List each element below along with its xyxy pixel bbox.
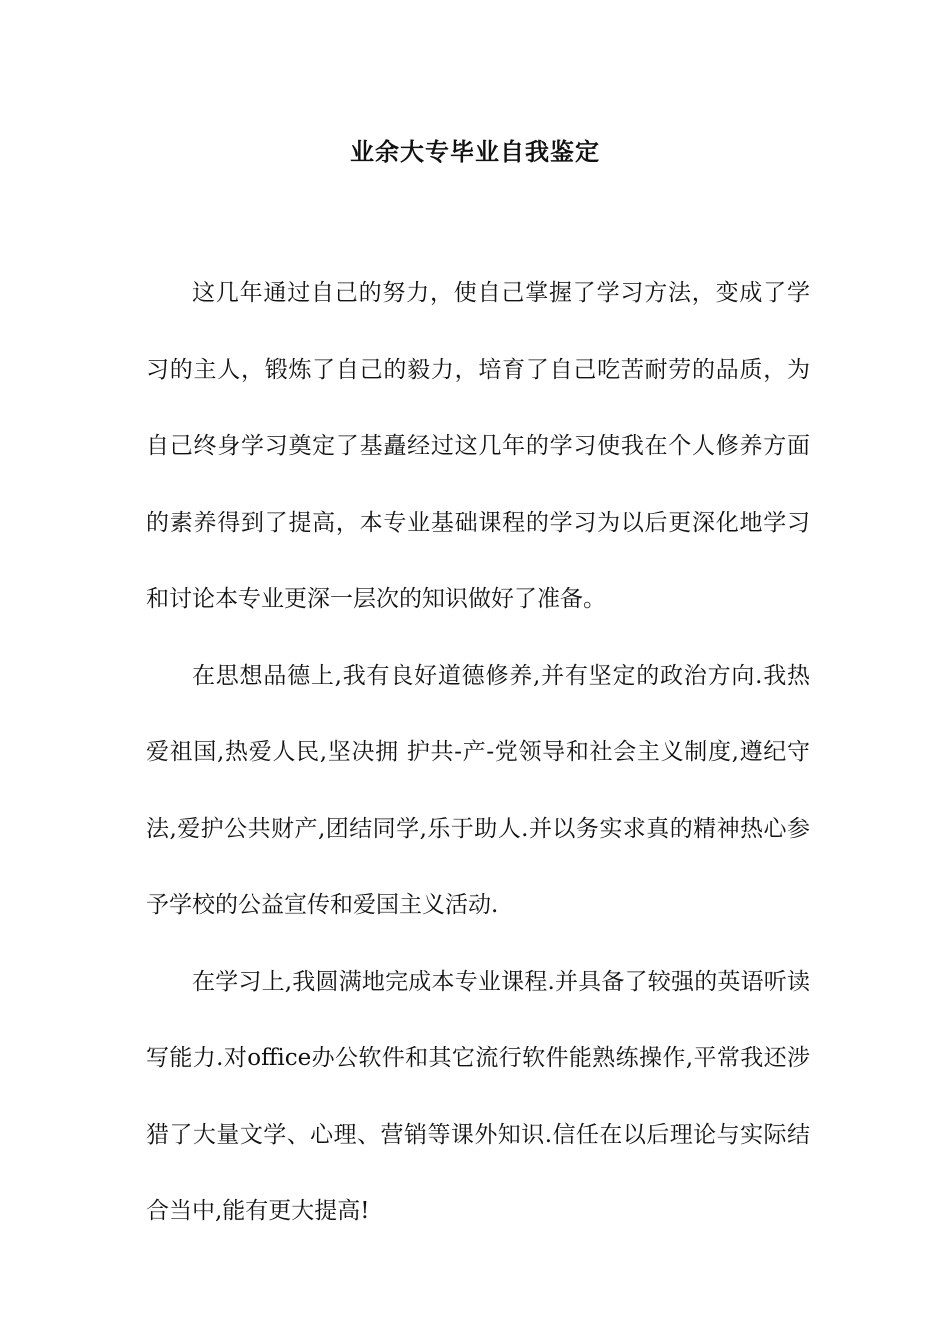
- document-title: 业余大专毕业自我鉴定: [350, 138, 600, 166]
- document-body: [146, 255, 810, 1250]
- paragraph-moral-character: 在思想品德上,我有良好道德修养,并有坚定的政治方向.我热爱祖国,热爱人民,坚决拥 护共-产-党领导和社会主义制度,遵纪守法,爱护公共财产,团结同学,乐于助人.并以务实求真的精神热心参予学校的公益宣传和爱国主义活动.: [146, 662, 810, 918]
- paragraph-academics: 在学习上,我圆满地完成本专业课程.并具备了较强的英语听读写能力.对office办公软件和其它流行软件能熟练操作,平常我还涉猎了大量文学、心理、营销等课外知识.信任在以后理论与实际结合当中,能有更大提高!: [146, 968, 810, 1224]
- paragraph-study-method: 这几年通过自己的努力，使自己掌握了学习方法，变成了学习的主人，锻炼了自己的毅力，培育了自己吃苦耐劳的品质，为自己终身学习奠定了基矗经过这几年的学习使我在个人修养方面的素养得到了提高，本专业基础课程的学习为以后更深化地学习和讨论本专业更深一层次的知识做好了准备。: [146, 280, 810, 612]
